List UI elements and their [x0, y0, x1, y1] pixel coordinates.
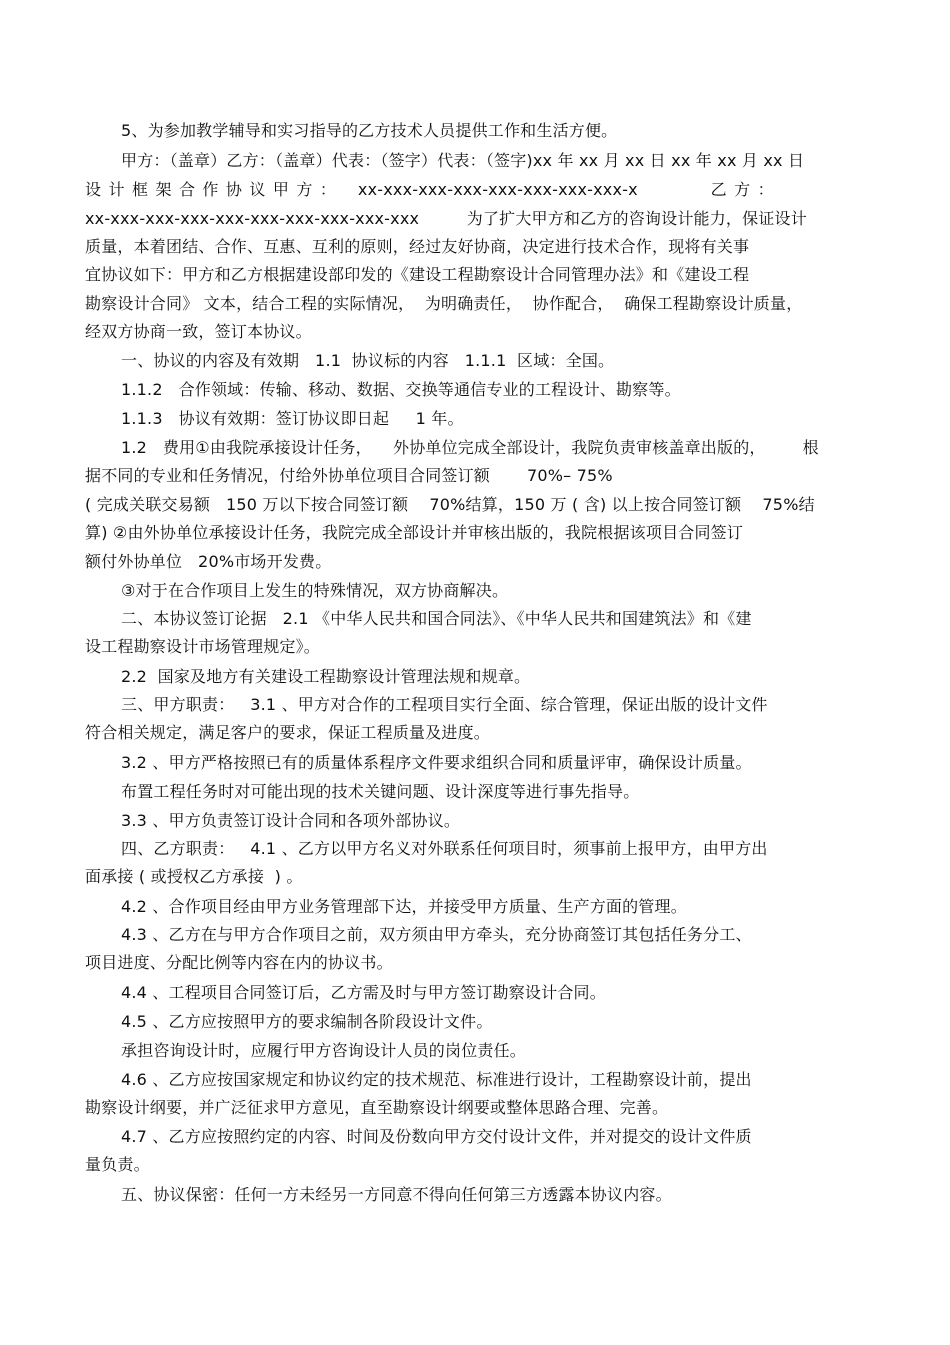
text-line: 布置工程任务时对可能出现的技术关键问题、设计深度等进行事先指导。: [121, 782, 640, 801]
text-line: 项目进度、分配比例等内容在内的协议书。: [85, 953, 393, 972]
text-line: 1.1.2 合作领域：传输、移动、数据、交换等通信专业的工程设计、勘察等。: [121, 380, 681, 399]
text-line: 四、乙方职责： 4.1 、乙方以甲方名义对外联系任何项目时，须事前上报甲方，由甲方出: [121, 839, 768, 858]
text-line: 三、甲方职责： 3.1 、甲方对合作的工程项目实行全面、综合管理，保证出版的设计文件: [121, 695, 768, 714]
text-line: 经双方协商一致，签订本协议。: [85, 322, 312, 341]
text-line: 2.2 国家及地方有关建设工程勘察设计管理法规和规章。: [121, 667, 531, 686]
text-line: 5、为参加教学辅导和实习指导的乙方技术人员提供工作和生活方便。: [121, 121, 618, 140]
text-line: 宜协议如下：甲方和乙方根据建设部印发的《建设工程勘察设计合同管理办法》和《建设工程: [85, 265, 750, 284]
text-line: 勘察设计合同》 文本，结合工程的实际情况， 为明确责任， 协作配合， 确保工程勘察设计质量，: [85, 294, 803, 313]
text-line: 符合相关规定，满足客户的要求，保证工程质量及进度。: [85, 723, 491, 742]
text-line: 3.3 、甲方负责签订设计合同和各项外部协议。: [121, 811, 461, 830]
text-line: 一、协议的内容及有效期 1.1 协议标的内容 1.1.1 区域：全国。: [121, 351, 615, 370]
text-line: 1.1.3 协议有效期：签订协议即日起 1 年。: [121, 409, 464, 428]
text-line: 3.2 、甲方严格按照已有的质量体系程序文件要求组织合同和质量评审，确保设计质量。: [121, 753, 752, 772]
text-line: 二、本协议签订论据 2.1 《中华人民共和国合同法》、《中华人民共和国建筑法》和《建: [121, 609, 752, 628]
text-line: 五、协议保密：任何一方未经另一方同意不得向任何第三方透露本协议内容。: [121, 1185, 672, 1204]
text-line: 据不同的专业和任务情况，付给外协单位项目合同签订额 70%– 75%: [85, 466, 613, 485]
text-line: ③对于在合作项目上发生的特殊情况，双方协商解决。: [121, 581, 509, 600]
text-line: ( 完成关联交易额 150 万以下按合同签订额 70%结算，150 万 ( 含) 以上按合同签订额 75%结: [85, 495, 815, 514]
text-line: xx-xxx-xxx-xxx-xxx-xxx-xxx-xxx-xxx-xxx 为了扩大甲方和乙方的咨询设计能力，保证设计: [85, 209, 807, 228]
text-line: 设工程勘察设计市场管理规定》。: [85, 637, 321, 656]
text-line: 承担咨询设计时，应履行甲方咨询设计人员的岗位责任。: [121, 1041, 527, 1060]
text-line: 面承接 ( 或授权乙方承接 ) 。: [85, 867, 303, 886]
text-line: 4.4 、工程项目合同签订后，乙方需及时与甲方签订勘察设计合同。: [121, 983, 606, 1002]
text-line: 甲方：（盖章）乙方：（盖章）代表：（签字）代表：（签字)xx 年 xx 月 xx 日 xx 年 xx 月 xx 日: [121, 151, 805, 170]
text-line: 4.3 、乙方在与甲方合作项目之前，双方须由甲方牵头，充分协商签订其包括任务分工、: [121, 925, 752, 944]
text-line: 量负责。: [85, 1155, 150, 1174]
text-line: 质量，本着团结、合作、互惠、互利的原则，经过友好协商，决定进行技术合作，现将有关事: [85, 237, 750, 256]
text-line: 4.2 、合作项目经由甲方业务管理部下达，并接受甲方质量、生产方面的管理。: [121, 897, 687, 916]
text-line: 设 计 框 架 合 作 协 议 甲 方 ： xx-xxx-xxx-xxx-xxx-xxx-xxx-xxx-x 乙 方 ：: [85, 180, 774, 199]
text-line: 1.2 费用①由我院承接设计任务， 外协单位完成全部设计，我院负责审核盖章出版的， 根: [121, 438, 819, 457]
text-line: 4.5 、乙方应按照甲方的要求编制各阶段设计文件。: [121, 1012, 493, 1031]
text-line: 4.7 、乙方应按照约定的内容、时间及份数向甲方交付设计文件，并对提交的设计文件质: [121, 1127, 752, 1146]
text-line: 算) ②由外协单位承接设计任务，我院完成全部设计并审核出版的，我院根据该项目合同签订: [85, 523, 744, 542]
text-line: 勘察设计纲要，并广泛征求甲方意见，直至勘察设计纲要或整体思路合理、完善。: [85, 1098, 669, 1117]
text-line: 4.6 、乙方应按国家规定和协议约定的技术规范、标准进行设计，工程勘察设计前，提出: [121, 1070, 752, 1089]
text-line: 额付外协单位 20%市场开发费。: [85, 552, 332, 571]
